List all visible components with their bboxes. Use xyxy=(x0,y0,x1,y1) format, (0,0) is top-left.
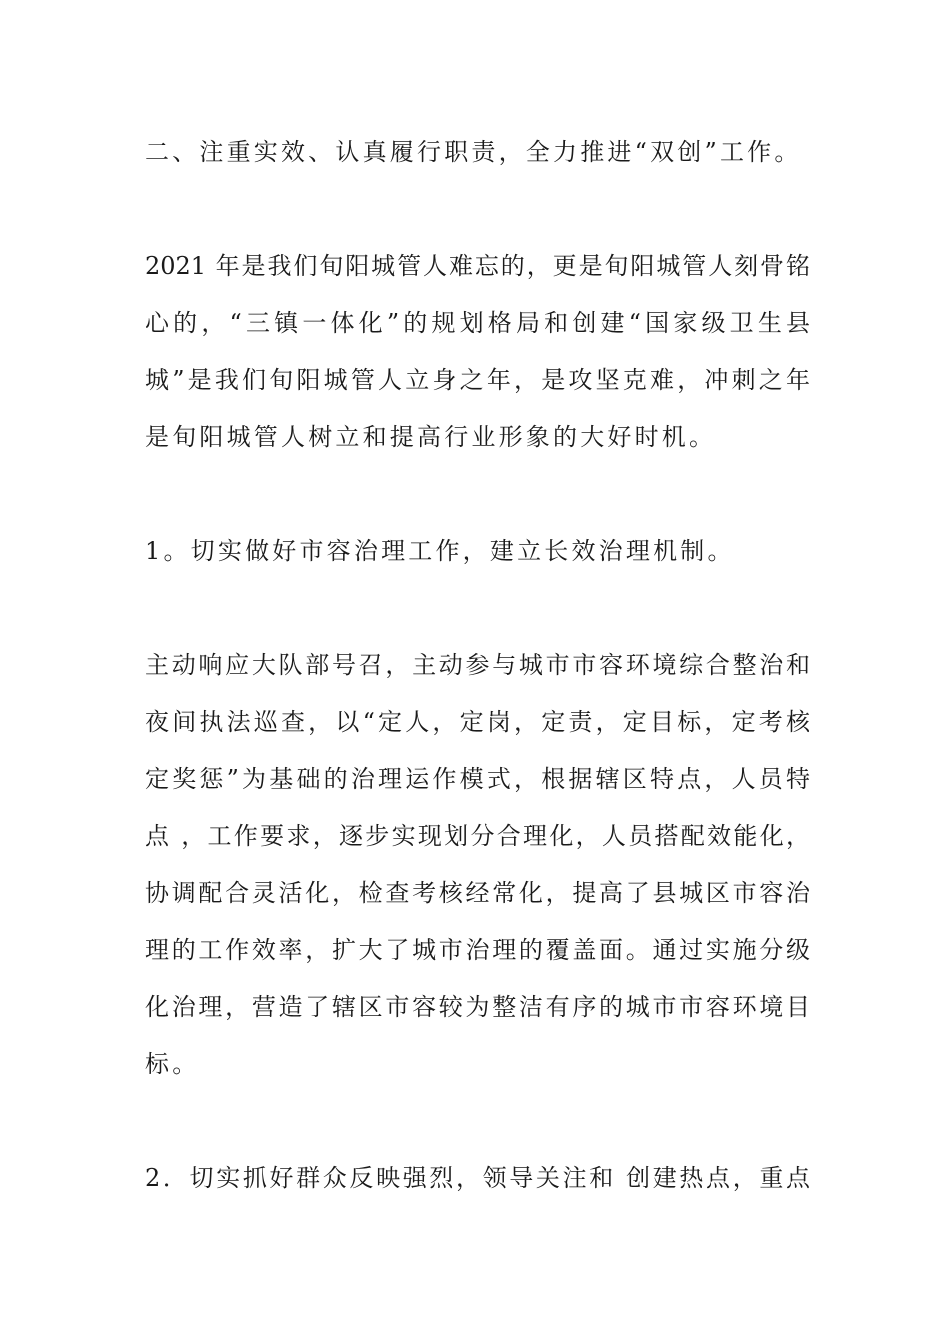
paragraph-line: 点 ，工作要求，逐步实现划分合理化，人员搭配效能化， xyxy=(145,822,810,850)
paragraph-line: 夜间执法巡查，以“定人，定岗，定责，定目标，定考核 xyxy=(145,708,810,736)
paragraph-line: 心的，“三镇一体化”的规划格局和创建“国家级卫生县 xyxy=(145,309,810,337)
paragraph-line: 定奖惩”为基础的治理运作模式，根据辖区特点，人员特 xyxy=(145,765,810,793)
paragraph-line: 化治理，营造了辖区市容较为整洁有序的城市市容环境目 xyxy=(145,993,810,1021)
paragraph-line: 2021 年是我们旬阳城管人难忘的，更是旬阳城管人刻骨铭 xyxy=(145,252,810,280)
paragraph-line: 主动响应大队部号召，主动参与城市市容环境综合整治和 xyxy=(145,651,810,679)
section-heading: 二、注重实效、认真履行职责，全力推进“双创”工作。 xyxy=(145,138,802,166)
paragraph-line: 是旬阳城管人树立和提高行业形象的大好时机。 xyxy=(145,423,717,451)
subsection-heading: 2．切实抓好群众反映强烈，领导关注和 创建热点，重点 xyxy=(145,1164,810,1192)
paragraph-line: 标。 xyxy=(145,1050,200,1078)
subsection-heading: 1。切实做好市容治理工作，建立长效治理机制。 xyxy=(145,537,735,565)
paragraph-line: 理的工作效率，扩大了城市治理的覆盖面。通过实施分级 xyxy=(145,936,810,964)
paragraph-line: 协调配合灵活化，检查考核经常化，提高了县城区市容治 xyxy=(145,879,810,907)
paragraph-line: 城”是我们旬阳城管人立身之年，是攻坚克难，冲刺之年 xyxy=(145,366,810,394)
